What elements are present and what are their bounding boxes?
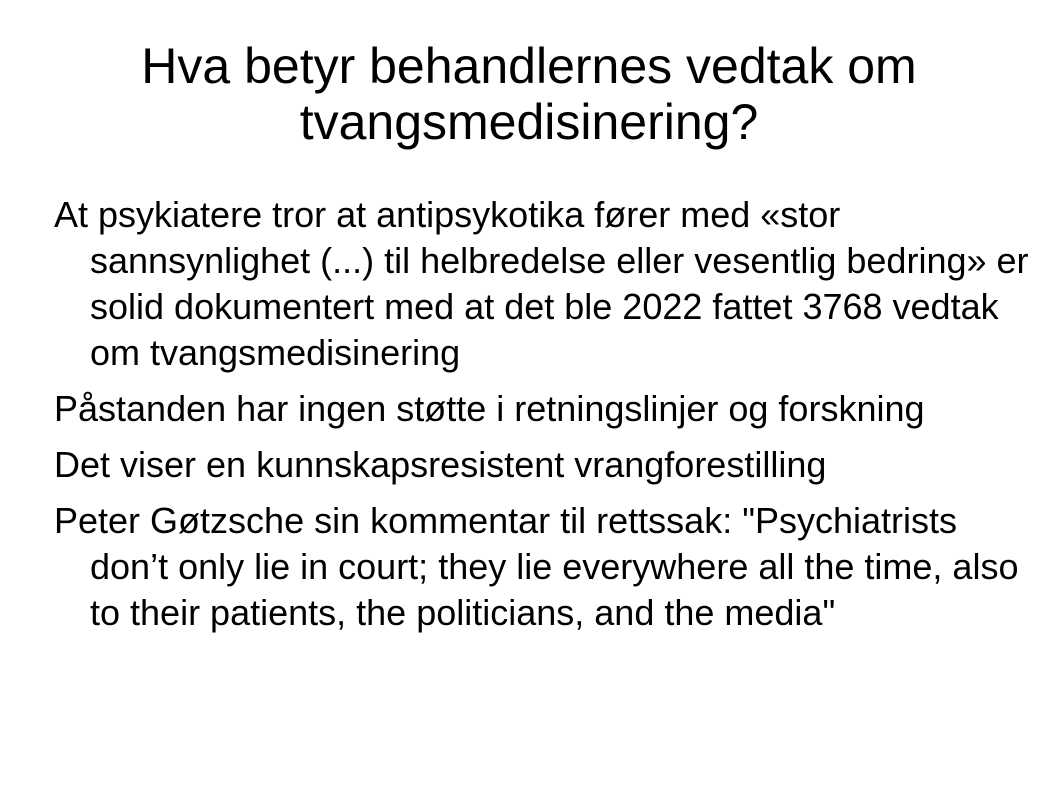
bullet-item-3: Det viser en kunnskapsresistent vrangforestilling [54, 444, 827, 485]
title-line-2: tvangsmedisinering? [299, 94, 759, 150]
bullet-item-2: Påstanden har ingen støtte i retningslinjer og forskning [54, 388, 925, 429]
title-line-1: Hva betyr behandlernes vedtak om [141, 38, 917, 94]
bullet-list [54, 192, 1044, 646]
bullet-item-4: Peter Gøtzsche sin kommentar til rettssak: "Psychiatrists don’t only lie in court; they lie everywhere all the time, also to their patients, the politicians, and the media" [54, 500, 1019, 633]
bullet-item-1: At psykiatere tror at antipsykotika fører med «stor sannsynlighet (...) til helbredelse eller vesentlig bedring» er solid dokumentert med at det ble 2022 fattet 3768 vedtak om tvangsmedisinering [54, 194, 1029, 373]
slide-title [0, 38, 1058, 150]
